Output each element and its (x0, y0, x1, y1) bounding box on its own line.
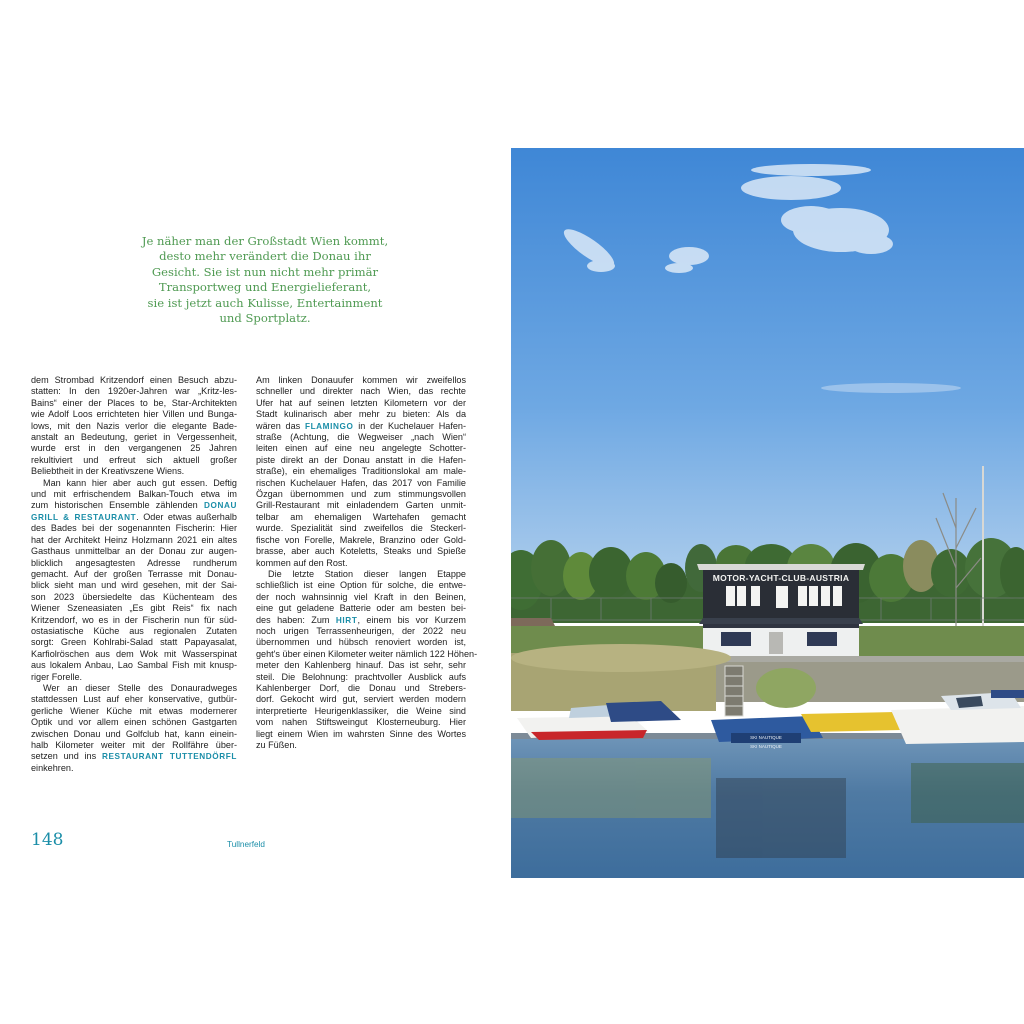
text-line: vom nahen Stiftsweingut Klosterneuburg. Hier (256, 717, 466, 728)
text-line: zu Füßen. (256, 740, 297, 750)
text-line: schließlich ist eine Option für solche, die entwe- (256, 580, 466, 591)
pull-quote-line: Je näher man der Großstadt Wien kommt, (141, 234, 389, 248)
pull-quote (110, 234, 420, 326)
text-line: Wer an dieser Stelle des Donauradweges (43, 682, 237, 693)
boat-lettering: SKI NAUTIQUE (750, 744, 782, 749)
text-line: Kritzendorf, wo es in der Fischerin nun für süd- (31, 614, 237, 625)
text-fragment: zum historischen Ensemble zählenden (31, 500, 198, 511)
stairs (725, 666, 743, 716)
pull-quote-line: und Sportplatz. (219, 311, 311, 326)
text-line: und mit erfrischendem Balkan-Touch etwa im (31, 489, 237, 500)
text-line: geht's über einen Kilometer weiter nämlich 122 Höhen- (256, 648, 478, 659)
text-line: des Bades bei der sogenannten Fischerin: Hier (31, 523, 237, 534)
text-line: Wiener Szeneasiaten „Es gibt Reis“ fix nach (31, 603, 237, 614)
text-line: leiten einen auf eine neu angelegte Schotter- (256, 443, 466, 454)
running-head: Tullnerfeld (227, 840, 265, 849)
text-line: son 2023 übersiedelte das Küchenteam des (31, 591, 237, 602)
text-line: anstalt an Bedeutung, geriet in Vergessenheit, (31, 432, 237, 443)
body-text-column-right (256, 375, 478, 751)
text-line: Man kann hier aber auch gut essen. Deftig (43, 477, 237, 488)
text-line: Die letzte Station dieser langen Etappe (268, 568, 466, 579)
text-line: gerliche Wiener Küche mit etwas modernerer (31, 705, 237, 716)
text-line: piste direkt an der Donau anstatt in die Hafen- (256, 454, 466, 465)
text-line: rekultiviert und erfreut sich aktuell großer (31, 454, 237, 465)
text-line: Ufer hat auf seinen letzten Kilometern vor der (256, 397, 466, 408)
text-line: sorgt: Green Kohlrabi-Salad statt Papayasalat, (31, 637, 237, 648)
text-fragment: . Oder etwas außerhalb (136, 511, 237, 522)
text-line (31, 751, 237, 762)
text-line: riger Forelle. (31, 671, 83, 682)
text-line: meter den Kahlenberg hinauf. Das ist sehr, sehr (256, 660, 466, 671)
text-line: Am linken Donauufer kommen wir zweifellos (256, 375, 466, 385)
text-line: rischen Kuchelauer Hafen, das 2017 von Familie (256, 477, 466, 488)
text-line: Optik und vor allem einen schönen Gastgarten (31, 717, 237, 728)
text-line: blicklich angesagtesten Adresse rundherum (31, 557, 237, 568)
text-line: blick sieht man und wird gesehen, mit der Sai- (31, 580, 237, 591)
text-line: aus lokalem Anbau, Lao Sambal Fish mit knusp- (31, 660, 237, 671)
text-line: gemacht. Auf der großen Terrasse mit Donau- (31, 568, 237, 579)
text-line: wie Adolf Loos errichteten hier Villen und Bunga- (31, 409, 237, 420)
restaurant-highlight-flamingo: FLAMINGO (304, 421, 354, 431)
text-line: statten: In den 1920er-Jahren war „Kritz-les- (31, 386, 237, 397)
text-line: fische von Forelle, Makrele, Branzino oder Gold- (256, 534, 466, 545)
text-fragment: in der Kuchelauer Hafen- (358, 420, 466, 431)
photo-marina-clubhouse (511, 148, 1024, 878)
text-fragment: des haben: Zum (256, 614, 330, 625)
text-line: Stadt kulinarisch aber mehr zu bieten: Als da (256, 409, 466, 420)
restaurant-highlight-donau: DONAU (203, 501, 237, 511)
text-line: Karfiolröschen aus dem Wok mit Wasserspinat (31, 648, 237, 659)
text-line: einkehren. (31, 762, 74, 773)
text-line: straße (Achtung, die Wegweiser „nach Wien“ (256, 432, 466, 443)
text-line (31, 512, 237, 523)
pull-quote-line: sie ist jetzt auch Kulisse, Entertainment (147, 295, 383, 310)
text-line: lows, mit den Nazis verlor die elegante Bade- (31, 420, 237, 431)
text-line: Özgan übernommen und zum stimmungsvollen (256, 489, 466, 500)
text-line: ostasiatische Küche aus regionalen Zutaten (31, 625, 237, 636)
text-line: kommen auf den Rost. (256, 557, 348, 568)
boat-lettering: SKI NAUTIQUE (750, 735, 782, 740)
text-line: zwischen Donau und Golfclub hat, kann einein- (31, 728, 237, 739)
text-line: Gasthaus unmittelbar an der Donau zur augen- (31, 546, 237, 557)
text-line: brasse, aber auch Koteletts, Steaks und Spieße (256, 546, 466, 557)
text-line: wurde erst in den vergangenen 25 Jahren (31, 443, 237, 454)
text-line: liegt einem Wien im wahrsten Sinne des Wortes (256, 728, 466, 739)
text-line: noch urigen Terrassenheurigen, der 2022 neu (256, 625, 466, 636)
text-line (256, 615, 466, 626)
text-line: interpretierte Heurigenklassiker, die Weine sind (256, 705, 466, 716)
text-line: Beliebtheit in der Kreativszene Wiens. (31, 466, 185, 477)
text-line: steil. Die Belohnung: prachtvoller Ausblick aufs (256, 671, 466, 682)
text-line: Bains“ einer der Places to be, Star-Architekten (31, 397, 237, 408)
page-number: 148 (31, 830, 64, 850)
photo-illustration (511, 148, 1024, 878)
text-line: der noch wahnsinnig viel Kraft in den Beinen, (256, 591, 466, 602)
text-fragment: setzen und ins (31, 751, 97, 762)
text-line: übernommen und hübsch renoviert worden ist, (256, 637, 466, 648)
text-line: hat der Architekt Heinz Holzmann 2021 ein altes (31, 534, 237, 545)
pull-quote-line: Gesicht. Sie ist nun nicht mehr primär (151, 264, 379, 279)
text-line: stattdessen Lust auf eher konservative, gutbür- (31, 694, 237, 705)
restaurant-highlight-tuttendoerfl: RESTAURANT TUTTENDÖRFL (101, 752, 237, 762)
body-text-column-left (31, 375, 237, 774)
text-line: wurde. Spezialität sind zweifellos die Steckerl- (256, 523, 466, 534)
text-line: schneller und direkter nach Wien, das rechte (256, 386, 466, 397)
text-line: telbar am ehemaligen Wartehafen gemacht (256, 511, 466, 522)
text-line: eine gut geladene Batterie oder am besten bei- (256, 603, 466, 614)
text-line: Kahlenberger Dorf, die Donau und Strebers- (256, 682, 466, 693)
left-page (0, 0, 511, 1024)
text-line: dorf. Gekocht wird gut, serviert werden modern (256, 694, 466, 705)
pull-quote-line: Transportweg und Energielieferant, (158, 280, 372, 295)
text-line: halb Kilometer weiter mit der Rollfähre über- (31, 740, 237, 750)
clubhouse-sign: MOTOR-YACHT-CLUB-AUSTRIA (712, 573, 850, 583)
text-line: dem Strombad Kritzendorf einen Besuch abzu- (31, 375, 237, 385)
text-line (256, 421, 466, 432)
text-fragment: wären das (256, 420, 301, 431)
text-fragment: , einem bis vor Kurzem (357, 614, 466, 625)
restaurant-highlight-hirt: HIRT (335, 615, 358, 625)
text-line: Grill-Restaurant mit einladendem Garten unmit- (256, 500, 466, 511)
text-line: straße), ein ehemaliges Traditionslokal am male- (256, 466, 466, 477)
clubhouse (697, 564, 865, 660)
restaurant-highlight-grill: GRILL & RESTAURANT (31, 512, 137, 522)
text-line (31, 500, 237, 511)
pull-quote-line: desto mehr verändert die Donau ihr (159, 249, 371, 264)
